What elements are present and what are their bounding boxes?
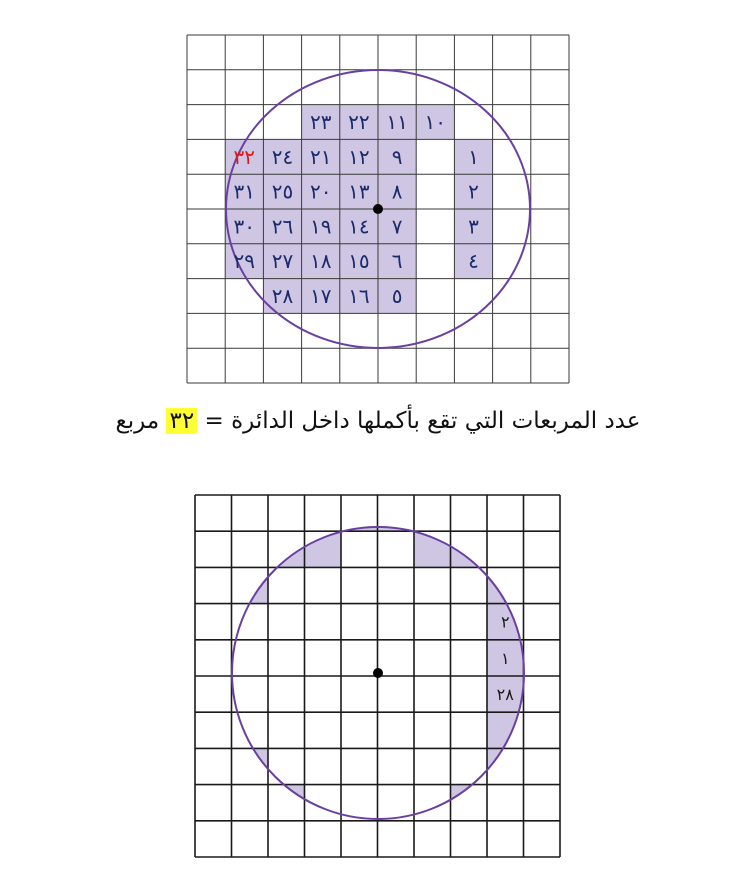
full-square-blank — [378, 640, 415, 676]
square-number: ٣١ — [233, 179, 256, 204]
full-square-blank — [451, 567, 488, 603]
square-number: ٢٧ — [271, 249, 294, 274]
full-square-blank — [451, 712, 488, 748]
square-number: ١١ — [386, 110, 408, 134]
square-number: ٢٥ — [271, 179, 294, 204]
square-number: ٨ — [391, 179, 403, 204]
square-number: ١٧ — [309, 284, 332, 308]
full-square-blank — [341, 748, 378, 784]
square-number: ١ — [468, 144, 479, 169]
square-number: ٧ — [391, 214, 403, 239]
full-square-blank — [232, 640, 269, 676]
square-number: ١٤ — [348, 214, 370, 239]
partial-square-number: ٢٨ — [496, 685, 514, 705]
full-square-blank — [268, 640, 305, 676]
full-square-blank — [268, 748, 305, 784]
full-square-blank — [305, 712, 342, 748]
full-square-blank — [341, 531, 378, 567]
square-number: ١٨ — [309, 249, 332, 274]
square-number: ١٥ — [348, 249, 370, 274]
caption — [0, 404, 756, 438]
full-square-blank — [305, 567, 342, 603]
square-number: ١٦ — [348, 284, 370, 308]
square-number: ٢١ — [309, 144, 332, 169]
square-number: ٩ — [391, 144, 403, 169]
full-square-blank — [305, 640, 342, 676]
square-number: ٥ — [391, 284, 403, 308]
full-square-blank — [378, 676, 415, 712]
full-square-blank — [305, 604, 342, 640]
full-square-blank — [378, 712, 415, 748]
square-number: ٢٠ — [309, 179, 332, 204]
full-square-blank — [268, 567, 305, 603]
full-square-blank — [305, 748, 342, 784]
full-square-blank — [268, 712, 305, 748]
full-square-blank — [341, 640, 378, 676]
full-square-blank — [414, 676, 451, 712]
top-center-dot — [373, 204, 383, 214]
full-square-blank — [341, 676, 378, 712]
square-number: ١٠ — [424, 110, 447, 134]
caption-text: عدد المربعات التي تقع بأكملها داخل الدائرة = — [204, 408, 641, 434]
bottom-center-dot — [373, 668, 383, 678]
full-square-blank — [451, 676, 488, 712]
bottom-grid-diagram — [195, 495, 560, 857]
full-square-blank — [378, 604, 415, 640]
caption-unit: مربع — [115, 408, 160, 434]
full-square-blank — [414, 712, 451, 748]
square-number: ١٩ — [309, 214, 332, 239]
top-grid-diagram — [187, 35, 569, 383]
full-square-blank — [378, 748, 415, 784]
full-square-blank — [378, 567, 415, 603]
square-number: ٢٣ — [309, 110, 332, 134]
square-number: ١٣ — [348, 179, 370, 204]
full-square-blank — [414, 748, 451, 784]
square-number: ٢٦ — [271, 214, 294, 239]
square-number: ٢٤ — [271, 144, 294, 169]
full-square-blank — [451, 748, 488, 784]
square-number: ١٢ — [348, 144, 370, 169]
full-square-blank — [305, 676, 342, 712]
square-number: ٢٢ — [348, 110, 370, 134]
square-number: ٢٩ — [233, 249, 256, 274]
highlighted-square-number: ٣٢ — [233, 144, 256, 169]
full-square-blank — [378, 531, 415, 567]
partial-square-number: ١ — [500, 648, 510, 668]
square-number: ٤ — [468, 249, 479, 274]
square-number: ٢٨ — [271, 284, 294, 308]
full-square-blank — [268, 676, 305, 712]
full-square-blank — [414, 567, 451, 603]
full-square-blank — [414, 604, 451, 640]
caption-highlight-value: ٣٢ — [166, 408, 197, 434]
square-number: ٣٠ — [233, 214, 256, 239]
square-number: ٦ — [391, 249, 403, 274]
square-number: ٣ — [468, 214, 479, 239]
full-square-blank — [451, 604, 488, 640]
full-square-blank — [451, 640, 488, 676]
full-square-blank — [341, 567, 378, 603]
full-square-blank — [341, 712, 378, 748]
square-number: ٢ — [468, 179, 479, 204]
partial-square-number: ٢ — [500, 612, 510, 632]
full-square-blank — [268, 604, 305, 640]
full-square-blank — [414, 640, 451, 676]
full-square-blank — [341, 604, 378, 640]
